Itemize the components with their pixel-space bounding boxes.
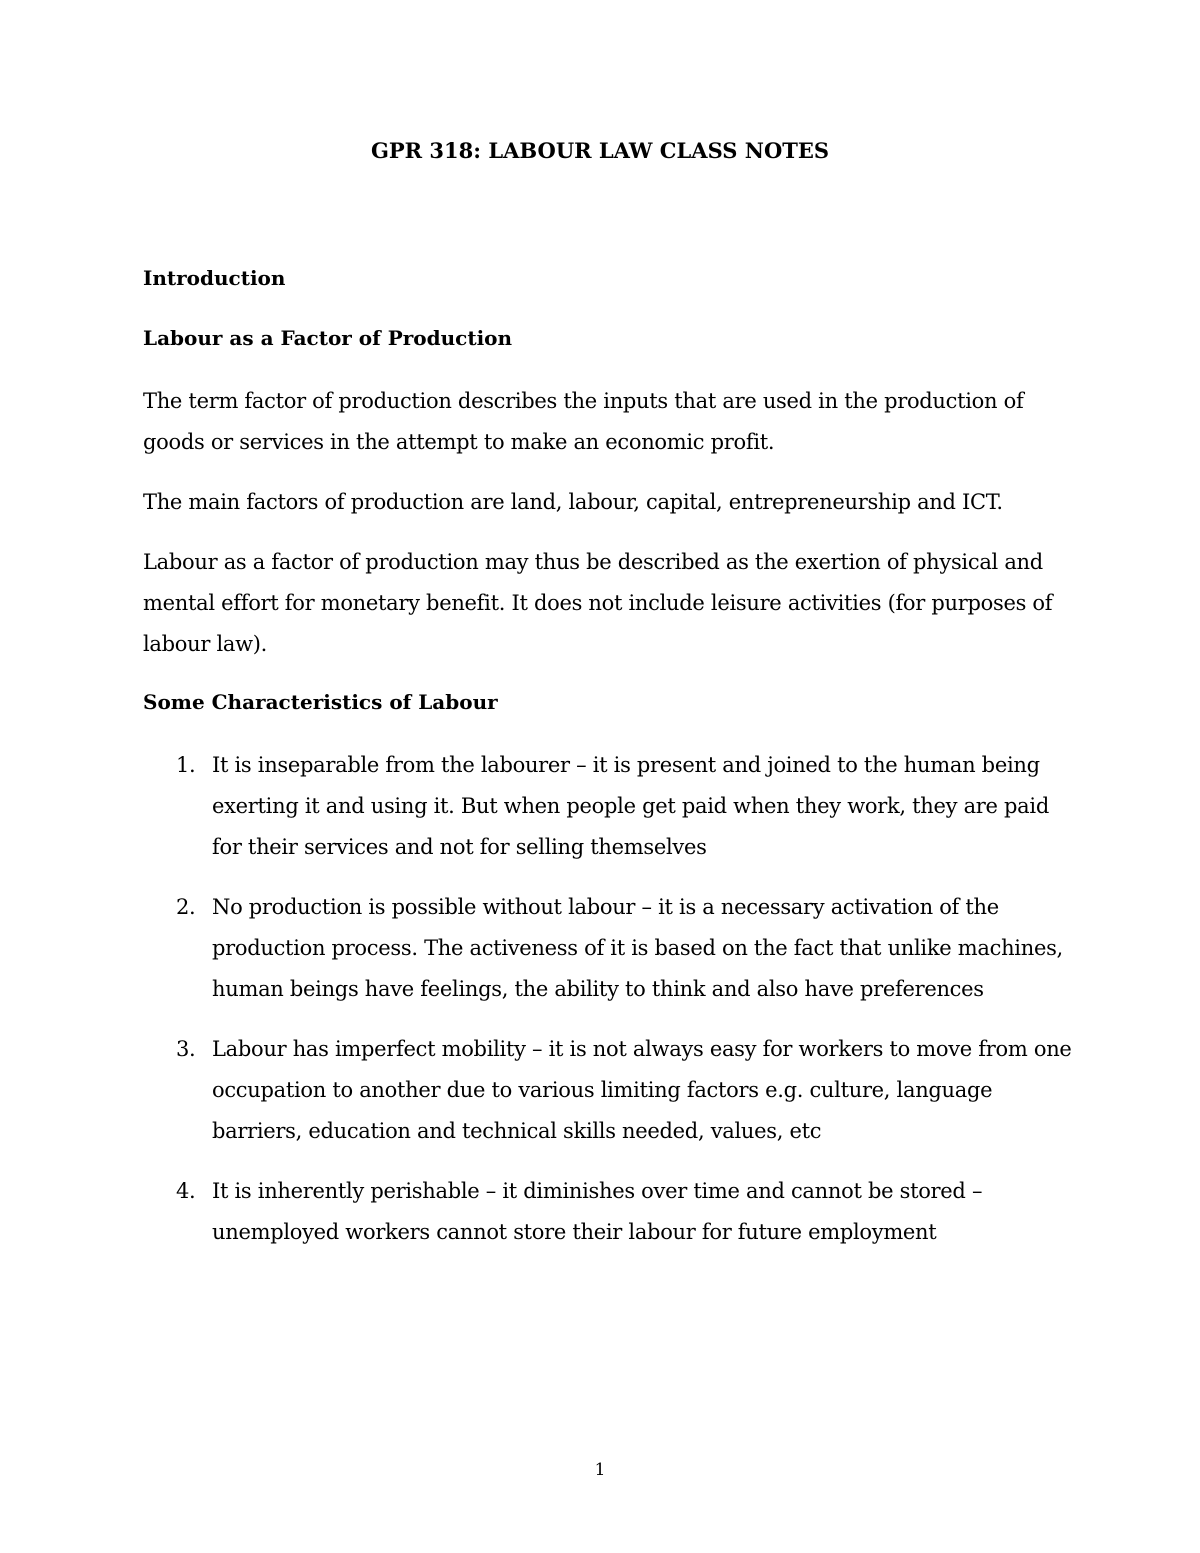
list-item-number: 4. xyxy=(176,1179,196,1203)
list-item xyxy=(143,1029,1073,1152)
list-item-number: 3. xyxy=(176,1037,196,1061)
labour-factor-heading: Labour as a Factor of Production xyxy=(143,326,513,350)
list-item-text: It is inherently perishable – it diminishes over time and cannot be stored – unemployed workers cannot store their labour for future employment xyxy=(212,1179,983,1244)
characteristics-list xyxy=(143,745,1073,1253)
list-item xyxy=(143,1171,1073,1253)
page-number: 1 xyxy=(594,1460,606,1480)
list-item xyxy=(143,745,1073,868)
document-title: GPR 318: LABOUR LAW CLASS NOTES xyxy=(370,138,830,163)
list-item xyxy=(143,887,1073,1010)
list-item-number: 1. xyxy=(176,753,196,777)
introduction-heading: Introduction xyxy=(143,266,286,290)
paragraph-main-factors: The main factors of production are land, labour, capital, entrepreneurship and ICT. xyxy=(143,490,1003,514)
list-item-text: Labour has imperfect mobility – it is not always easy for workers to move from one occupation to another due to various limiting factors e.g. culture, language barriers, education and technical skills needed, values, etc xyxy=(212,1037,1072,1143)
characteristics-heading: Some Characteristics of Labour xyxy=(143,690,498,714)
list-item-text: It is inseparable from the labourer – it is present and joined to the human being exerting it and using it. But when people get paid when they work, they are paid for their services and not for selling themselves xyxy=(212,753,1049,859)
list-item-number: 2. xyxy=(176,895,196,919)
paragraph-labour-description: Labour as a factor of production may thus be described as the exertion of physical and mental effort for monetary benefit. It does not include leisure activities (for purposes of labour law). xyxy=(143,550,1053,656)
list-item-text: No production is possible without labour – it is a necessary activation of the production process. The activeness of it is based on the fact that unlike machines, human beings have feelings, the ability to think and also have preferences xyxy=(212,895,1063,1001)
paragraph-factor-definition: The term factor of production describes the inputs that are used in the production of goods or services in the attempt to make an economic profit. xyxy=(143,389,1024,454)
document-body xyxy=(143,260,1073,1272)
